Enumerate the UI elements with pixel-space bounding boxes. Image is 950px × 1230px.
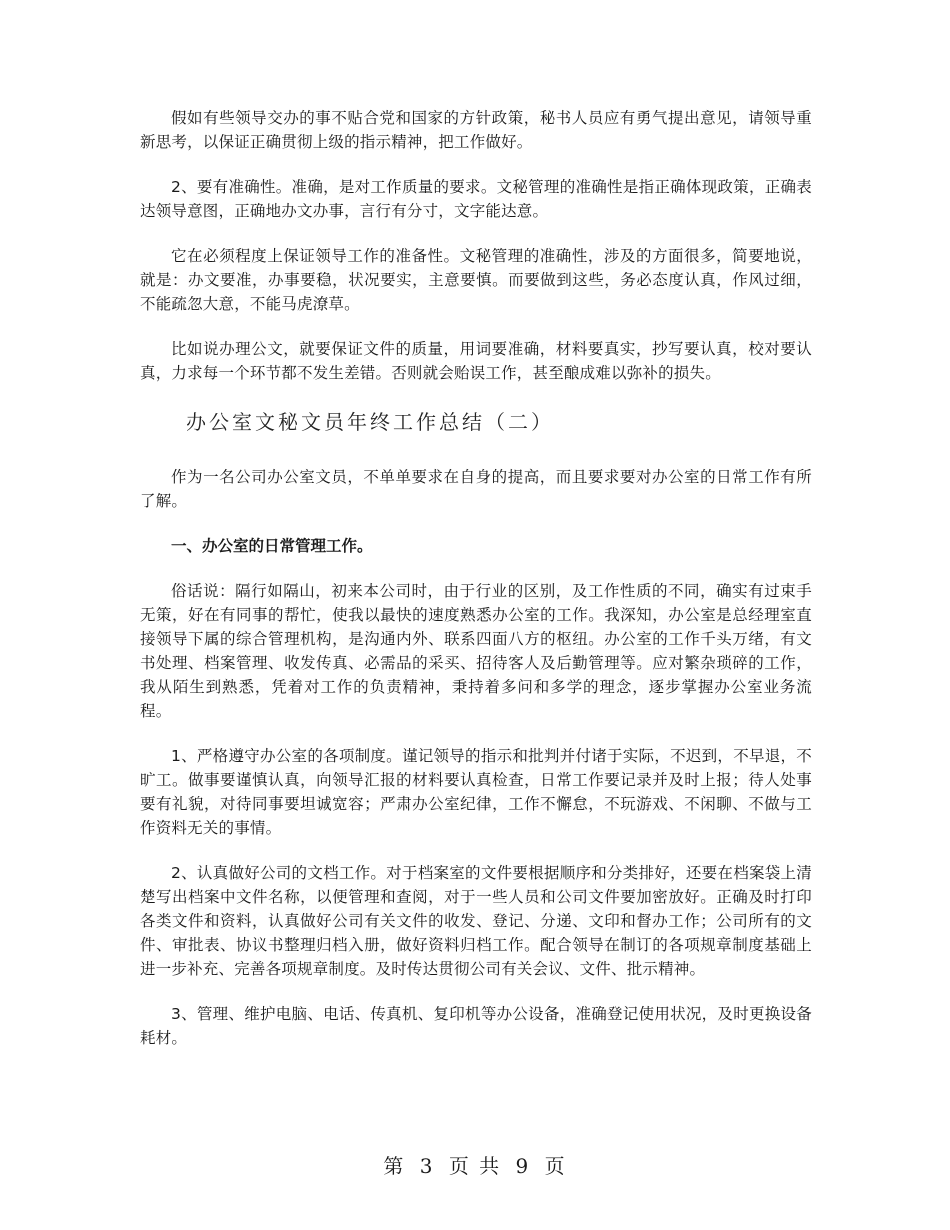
page-number-footer	[0, 1150, 950, 1179]
paragraph: 2、要有准确性。准确，是对工作质量的要求。文秘管理的准确性是指正确体现政策，正确表达领导意图，正确地办文办事，言行有分寸，文字能达意。	[140, 178, 812, 220]
footer-middle: 页 共	[448, 1154, 502, 1178]
paragraph: 比如说办理公文，就要保证文件的质量，用词要准确，材料要真实，抄写要认真，校对要认真，力求每一个环节都不发生差错。否则就会贻误工作，甚至酿成难以弥补的损失。	[140, 340, 812, 382]
sub-heading: 一、办公室的日常管理工作。	[171, 537, 373, 555]
paragraph: 1、严格遵守办公室的各项制度。谨记领导的指示和批判并付诸于实际，不迟到，不早退，不旷工。做事要谨慎认真，向领导汇报的材料要认真检查，日常工作要记录并及时上报；待人处事要有礼貌，对待同事要坦诚宽容；严肃办公室纪律，工作不懈怠，不玩游戏、不闲聊、不做与工作资料无关的事情。	[140, 747, 812, 837]
total-page-count: 9	[515, 1154, 531, 1178]
paragraph: 2、认真做好公司的文档工作。对于档案室的文件要根据顺序和分类排好，还要在档案袋上清楚写出档案中文件名称，以便管理和查阅，对于一些人员和公司文件要加密放好。正确及时打印各类文件和资料，认真做好公司有关文件的收发、登记、分递、文印和督办工作；公司所有的文件、审批表、协议书整理归档入册，做好资料归档工作。配合领导在制订的各项规章制度基础上进一步补充、完善各项规章制度。及时传达贯彻公司有关会议、文件、批示精神。	[140, 864, 812, 978]
paragraph: 它在必须程度上保证领导工作的准备性。文秘管理的准确性，涉及的方面很多，简要地说，就是：办文要准，办事要稳，状况要实，主意要慎。而要做到这些，务必态度认真，作风过细，不能疏忽大意，不能马虎潦草。	[140, 247, 812, 313]
paragraph: 假如有些领导交办的事不贴合党和国家的方针政策，秘书人员应有勇气提出意见，请领导重新思考，以保证正确贯彻上级的指示精神，把工作做好。	[140, 109, 812, 151]
current-page-number: 3	[419, 1154, 435, 1178]
paragraph: 俗话说：隔行如隔山，初来本公司时，由于行业的区别，及工作性质的不同，确实有过束手无策，好在有同事的帮忙，使我以最快的速度熟悉办公室的工作。我深知，办公室是总经理室直接领导下属的综合管理机构，是沟通内外、联系四面八方的枢纽。办公室的工作千头万绪，有文书处理、档案管理、收发传真、必需品的采买、招待客人及后勤管理等。应对繁杂琐碎的工作，我从陌生到熟悉，凭着对工作的负责精神，秉持着多问和多学的理念，逐步掌握办公室业务流程。	[140, 582, 812, 720]
section-title: 办公室文秘文员年终工作总结（二）	[186, 410, 554, 434]
paragraph: 3、管理、维护电脑、电话、传真机、复印机等办公设备，准确登记使用状况，及时更换设备耗材。	[140, 1005, 812, 1047]
footer-suffix: 页	[544, 1154, 567, 1178]
intro-paragraph: 作为一名公司办公室文员，不单单要求在自身的提高，而且要求要对办公室的日常工作有所了解。	[140, 468, 812, 510]
document-body	[140, 106, 812, 1071]
footer-prefix: 第	[383, 1154, 406, 1178]
